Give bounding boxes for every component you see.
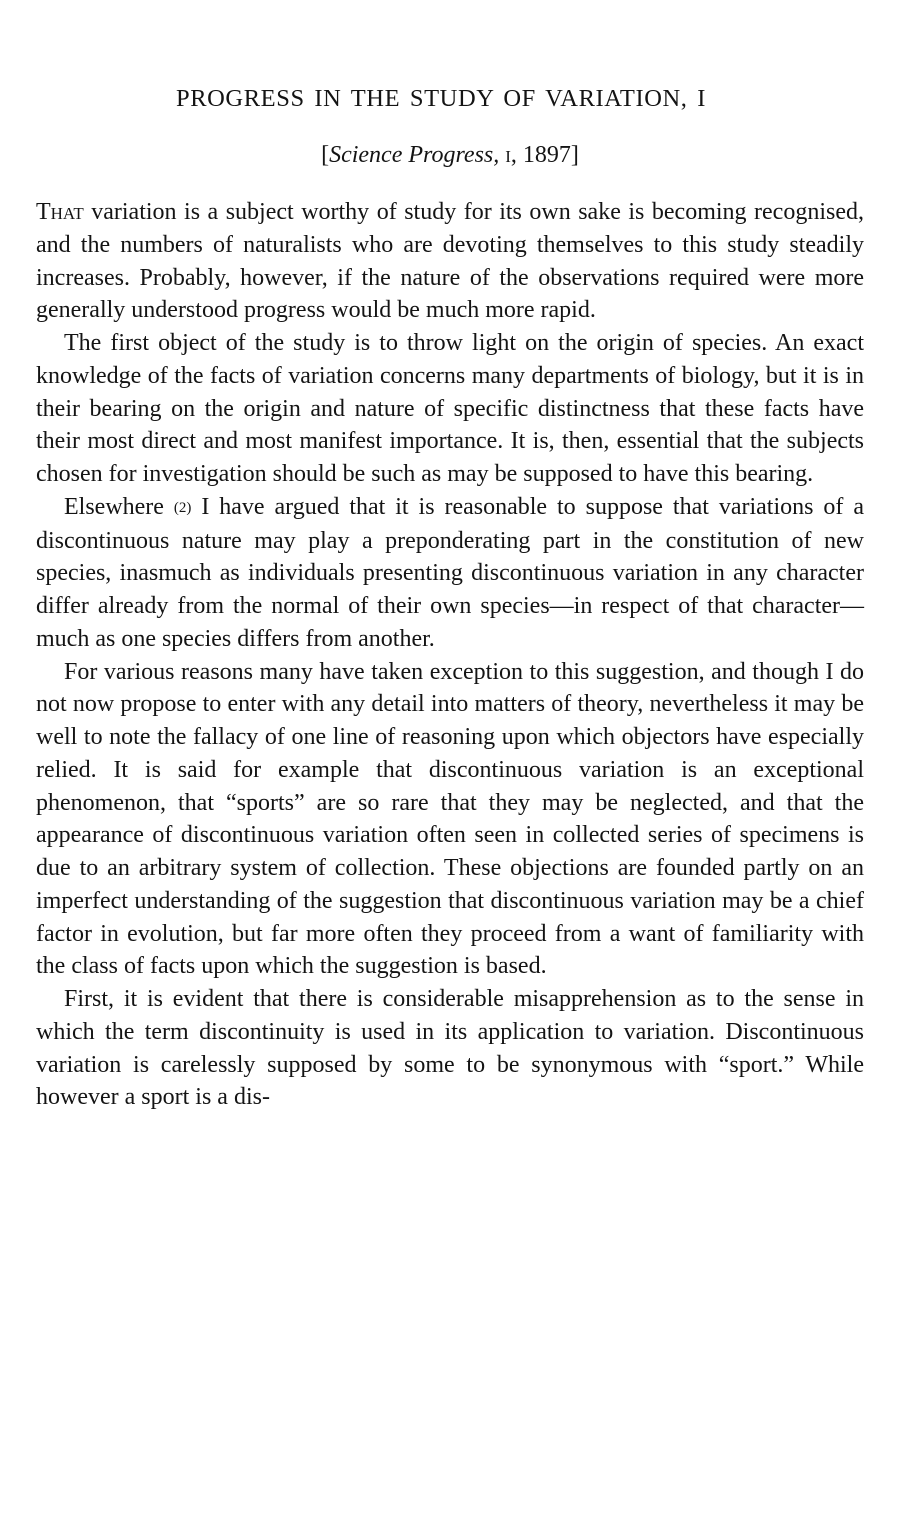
- source-open-bracket: [: [321, 142, 330, 168]
- paragraph-5: [36, 983, 864, 1114]
- article-body: [36, 196, 864, 1114]
- paragraph-3: [36, 491, 864, 656]
- paragraph-text: variation is a subject worthy of study for its own sake is becoming recognised, and the numbers of naturalists who are devoting themselves to this study steadily increases. Probably, however, if the nature of the observations required were more generally understood progress would be much more rapid.: [36, 199, 864, 324]
- source-publication: Science Progress,: [329, 142, 500, 168]
- source-year: , 1897]: [510, 142, 579, 168]
- footnote-reference: (2): [173, 499, 192, 516]
- paragraph-2: [36, 327, 864, 491]
- paragraph-text: The first object of the study is to throw light on the origin of species. An exact knowledge of the facts of variation concerns many departments of biology, but it is in their bearing on the origin and nature of specific distinctness that these facts have their most direct and most manifest importance. It is, then, essential that the subjects chosen for investigation should be such as may be supposed to have this bearing.: [36, 330, 864, 487]
- source-volume: i: [505, 142, 511, 168]
- paragraph-lead-word: That: [36, 199, 84, 225]
- paragraph-text: For various reasons many have taken exception to this suggestion, and though I do not now propose to enter with any detail into matters of theory, nevertheless it may be well to note the fallacy of one line of reasoning upon which objectors have especially relied. It is said for example that discontinuous variation is an exceptional phenomenon, that “sports” are so rare that they may be neglected, and that the appearance of discontinuous variation often seen in collected series of specimens is due to an arbitrary system of collection. These objections are founded partly on an imperfect understanding of the suggestion that discontinuous variation may be a chief factor in evolution, but far more often they proceed from a want of familiarity with the class of facts upon which the suggestion is based.: [36, 658, 864, 980]
- paragraph-1: [36, 196, 864, 327]
- source-citation: [36, 140, 864, 170]
- paragraph-4: [36, 656, 864, 984]
- paragraph-text: I have argued that it is reasonable to suppose that variations of a discontinuous nature may play a preponderating part in the constitution of new species, inasmuch as individuals presenting discontinuous variation in any character differ already from the normal of their own species—in respect of that character—much as one species differs from another.: [36, 493, 864, 652]
- paragraph-text-start: Elsewhere: [64, 493, 174, 520]
- page-title: PROGRESS IN THE STUDY OF VARIATION, I: [175, 85, 707, 112]
- paragraph-text: First, it is evident that there is considerable misapprehension as to the sense in which the term discontinuity is used in its application to variation. Discontinuous variation is carelessly supposed by some to be synonymous with “sport.” While however a sport is a dis-: [36, 986, 864, 1111]
